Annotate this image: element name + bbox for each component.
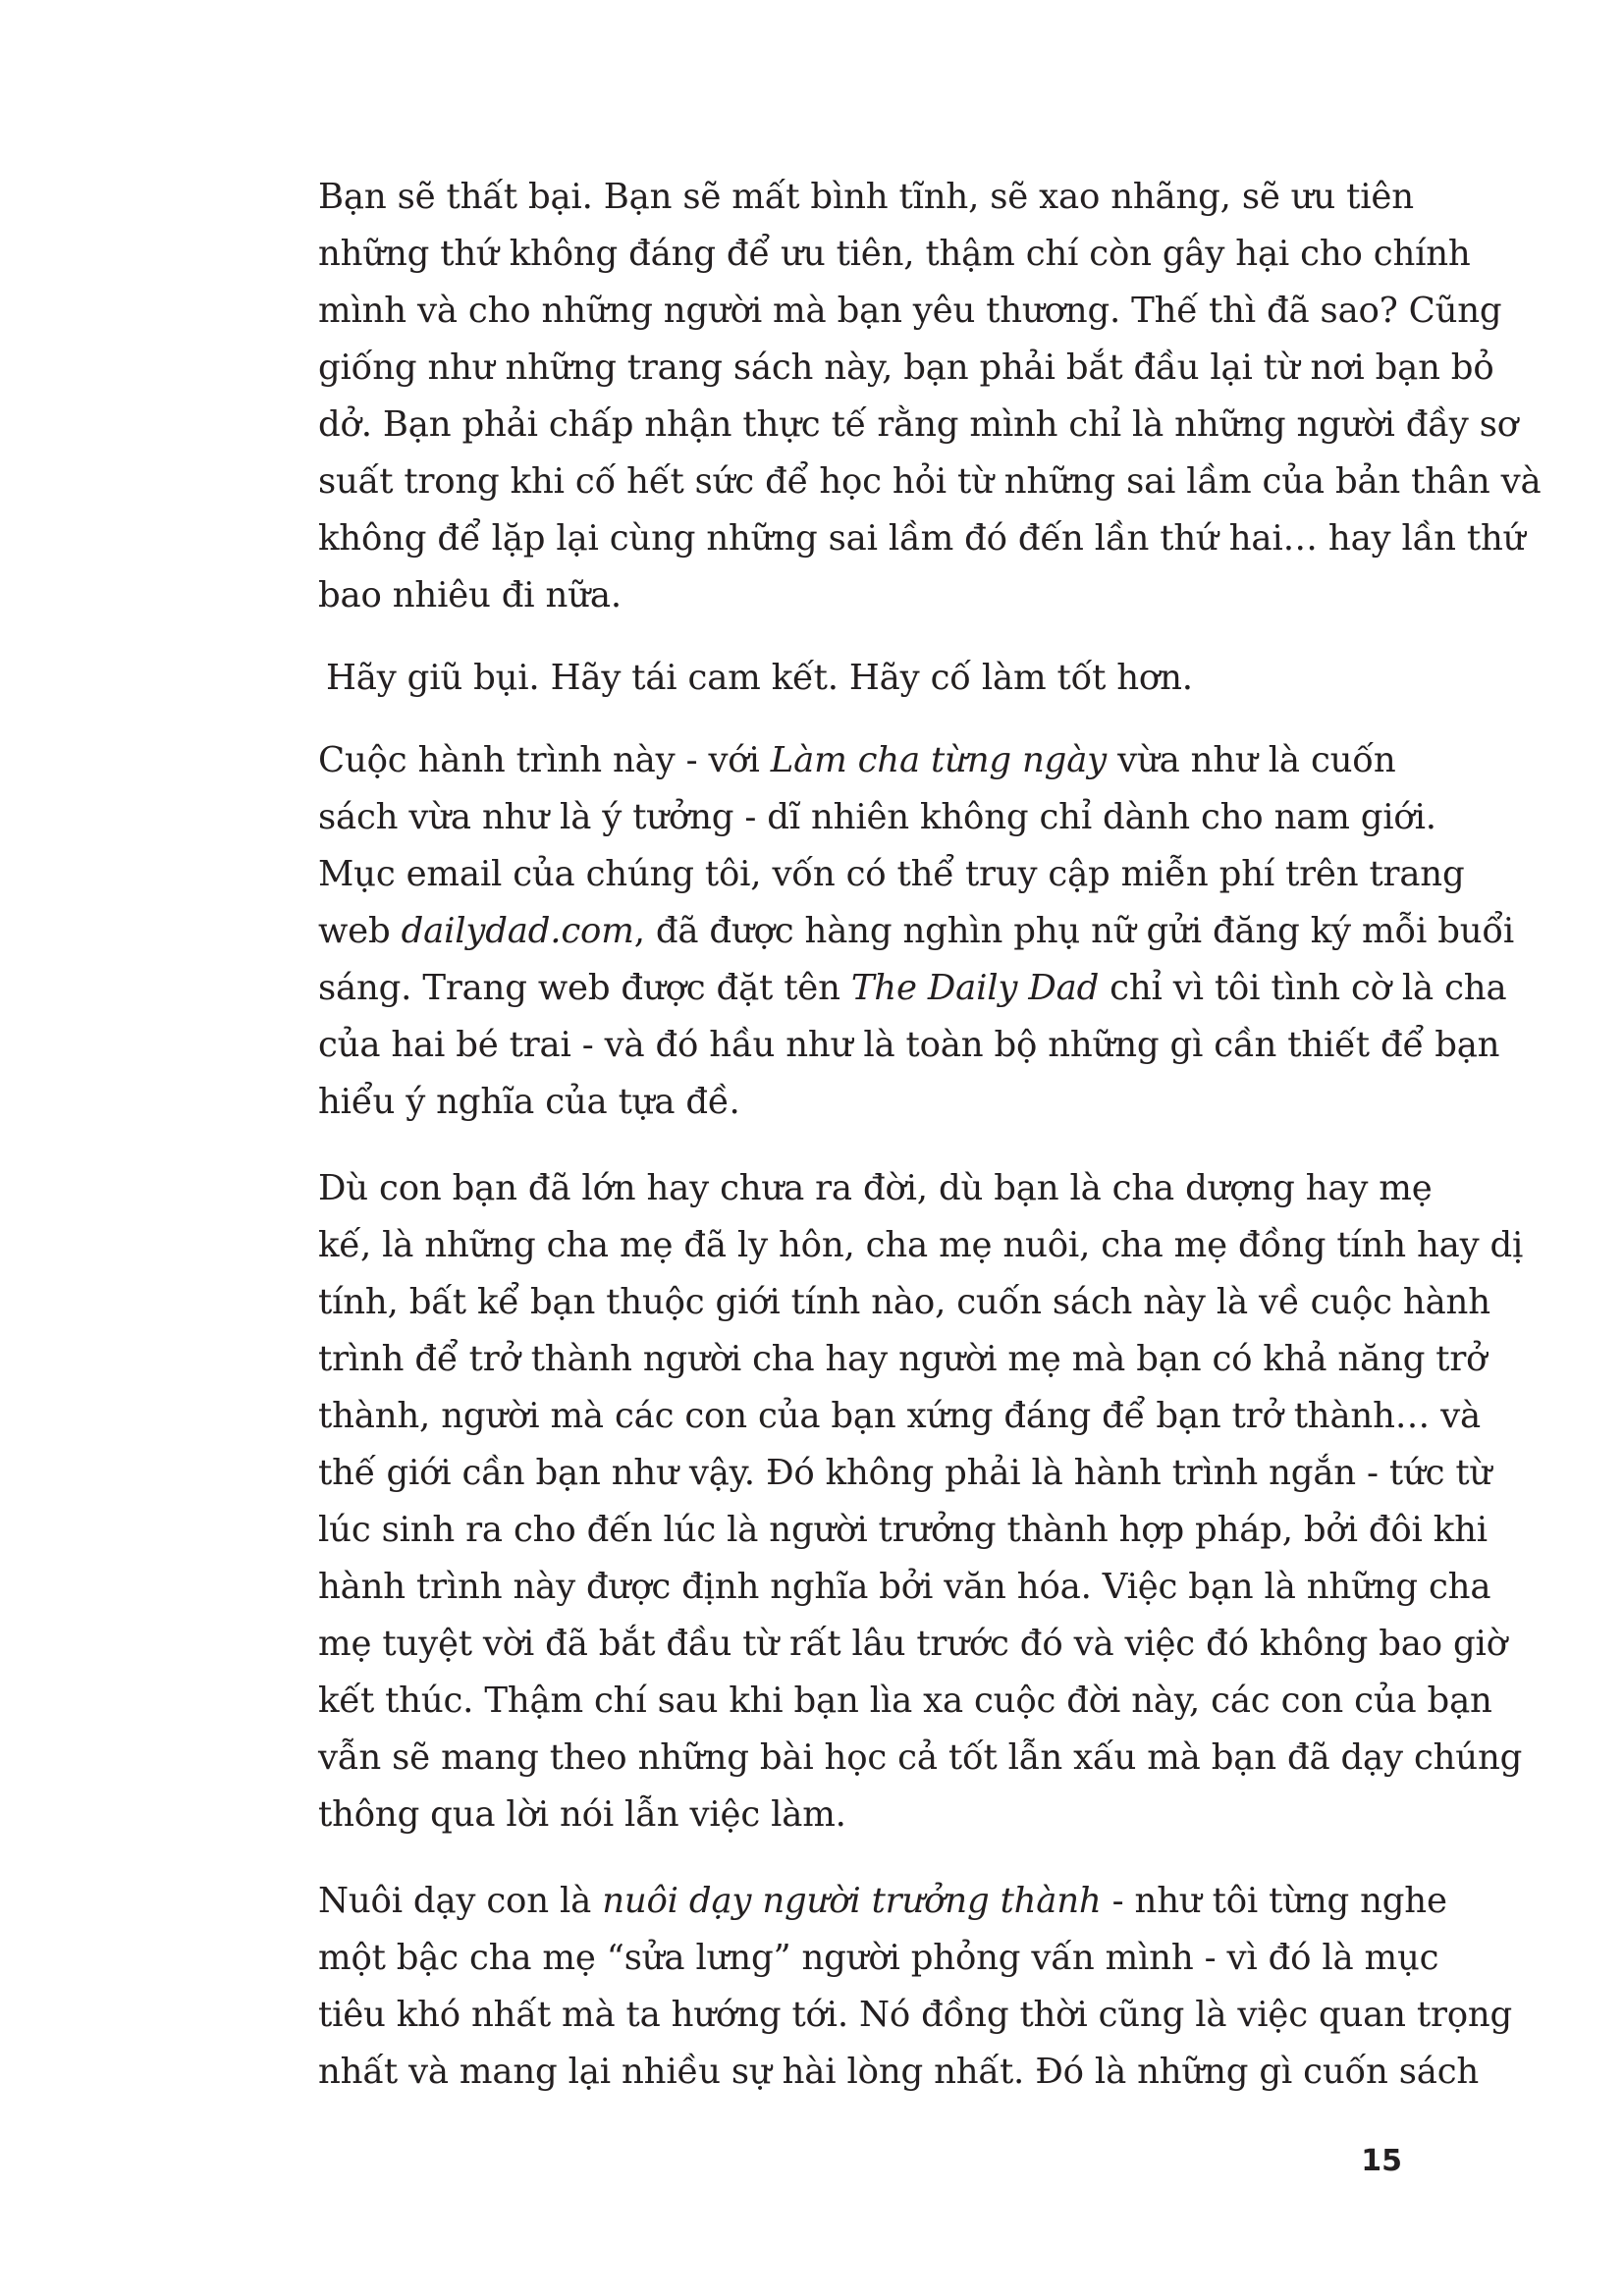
text-run: giống như những trang sách này, bạn phải bắt đầu lại từ nơi bạn bỏ (318, 347, 1494, 388)
text-run: sách vừa như là ý tưởng - dĩ nhiên không chỉ dành cho nam giới. (318, 797, 1436, 837)
text-run: nhất và mang lại nhiều sự hài lòng nhất. Đó là những gì cuốn sách (318, 2052, 1480, 2092)
text-line (318, 283, 1502, 340)
text-run: thông qua lời nói lẫn việc làm. (318, 1794, 846, 1835)
text-line (318, 1616, 1507, 1673)
text-line (318, 789, 1436, 846)
paragraph (318, 650, 1386, 707)
italic-text: Làm cha từng ngày (770, 740, 1108, 780)
text-line (318, 567, 1386, 624)
text-run: kế, là những cha mẹ đã ly hôn, cha mẹ nuôi, cha mẹ đồng tính hay dị (318, 1225, 1524, 1265)
text-run: dở. Bạn phải chấp nhận thực tế rằng mình chỉ là những người đầy sơ (318, 404, 1518, 445)
text-run: của hai bé trai - và đó hầu như là toàn bộ những gì cần thiết để bạn (318, 1025, 1500, 1065)
text-run: vẫn sẽ mang theo những bài học cả tốt lẫn xấu mà bạn đã dạy chúng (318, 1737, 1523, 1778)
text-line (318, 1017, 1500, 1074)
text-line (318, 1673, 1492, 1730)
paragraph (318, 1873, 1513, 2101)
text-run: suất trong khi cố hết sức để học hỏi từ những sai lầm của bản thân và (318, 461, 1542, 502)
text-run: chỉ vì tôi tình cờ là cha (1099, 968, 1507, 1008)
text-line (318, 1217, 1524, 1274)
italic-text: The Daily Dad (850, 968, 1100, 1008)
text-run: bao nhiêu đi nữa. (318, 575, 622, 615)
text-line (318, 846, 1465, 903)
paragraph (318, 169, 1542, 624)
text-run: tính, bất kể bạn thuộc giới tính nào, cuốn sách này là về cuộc hành (318, 1282, 1490, 1322)
text-line (318, 340, 1494, 397)
text-line (318, 903, 1515, 960)
text-run: thành, người mà các con của bạn xứng đáng để bạn trở thành… và (318, 1396, 1481, 1436)
text-line (318, 960, 1507, 1017)
text-line (318, 510, 1526, 567)
paragraph (318, 1160, 1524, 1843)
text-line (318, 226, 1471, 283)
text-run: Bạn sẽ thất bại. Bạn sẽ mất bình tĩnh, sẽ xao nhãng, sẽ ưu tiên (318, 177, 1414, 217)
text-line (318, 1502, 1488, 1559)
text-run: hiểu ý nghĩa của tựa đề. (318, 1082, 740, 1122)
text-line (318, 732, 1396, 789)
text-run: Cuộc hành trình này - với (318, 740, 771, 780)
text-line (318, 397, 1518, 454)
text-run: mẹ tuyệt vời đã bắt đầu từ rất lâu trước đó và việc đó không bao giờ (318, 1624, 1507, 1664)
text-run: thế giới cần bạn như vậy. Đó không phải là hành trình ngắn - tức từ (318, 1453, 1492, 1493)
text-line (318, 650, 1386, 707)
text-run: web (318, 911, 402, 951)
text-line (318, 454, 1542, 510)
text-run: không để lặp lại cùng những sai lầm đó đến lần thứ hai… hay lần thứ (318, 518, 1526, 559)
text-line (318, 169, 1414, 226)
text-line (318, 2044, 1480, 2101)
text-line (318, 1873, 1447, 1930)
text-line (318, 1445, 1492, 1502)
text-run: Dù con bạn đã lớn hay chưa ra đời, dù bạn là cha dượng hay mẹ (318, 1168, 1433, 1208)
italic-text: dailydad.com (401, 911, 634, 951)
text-line (318, 1388, 1481, 1445)
text-run: , đã được hàng nghìn phụ nữ gửi đăng ký mỗi buổi (633, 911, 1515, 951)
text-run: mình và cho những người mà bạn yêu thương. Thế thì đã sao? Cũng (318, 291, 1502, 331)
italic-text: nuôi dạy người trưởng thành (602, 1881, 1102, 1921)
text-line (318, 1987, 1513, 2044)
text-run: trình để trở thành người cha hay người mẹ mà bạn có khả năng trở (318, 1339, 1488, 1379)
text-run: những thứ không đáng để ưu tiên, thậm chí còn gây hại cho chính (318, 234, 1471, 274)
text-line (318, 1787, 1386, 1843)
text-line (318, 1559, 1491, 1616)
text-line (318, 1074, 1386, 1131)
text-line (318, 1274, 1490, 1331)
page-number: 15 (1361, 2144, 1402, 2178)
text-run: - như tôi từng nghe (1101, 1881, 1447, 1921)
text-run: Hãy giũ bụi. Hãy tái cam kết. Hãy cố làm tốt hơn. (326, 658, 1193, 698)
text-run: hành trình này được định nghĩa bởi văn hóa. Việc bạn là những cha (318, 1567, 1491, 1607)
text-run: tiêu khó nhất mà ta hướng tới. Nó đồng thời cũng là việc quan trọng (318, 1995, 1513, 2035)
text-line (318, 1331, 1488, 1388)
page-body (318, 169, 1542, 2126)
paragraph (318, 732, 1515, 1131)
text-run: Nuôi dạy con là (318, 1881, 603, 1921)
text-run: lúc sinh ra cho đến lúc là người trưởng thành hợp pháp, bởi đôi khi (318, 1510, 1488, 1550)
text-run: một bậc cha mẹ “sửa lưng” người phỏng vấn mình - vì đó là mục (318, 1938, 1439, 1978)
text-run: vừa như là cuốn (1107, 740, 1396, 780)
text-run: sáng. Trang web được đặt tên (318, 968, 851, 1008)
text-line (318, 1730, 1523, 1787)
text-run: Mục email của chúng tôi, vốn có thể truy cập miễn phí trên trang (318, 854, 1465, 894)
text-line (318, 1160, 1433, 1217)
text-line (318, 1930, 1439, 1987)
text-run: kết thúc. Thậm chí sau khi bạn lìa xa cuộc đời này, các con của bạn (318, 1681, 1492, 1721)
